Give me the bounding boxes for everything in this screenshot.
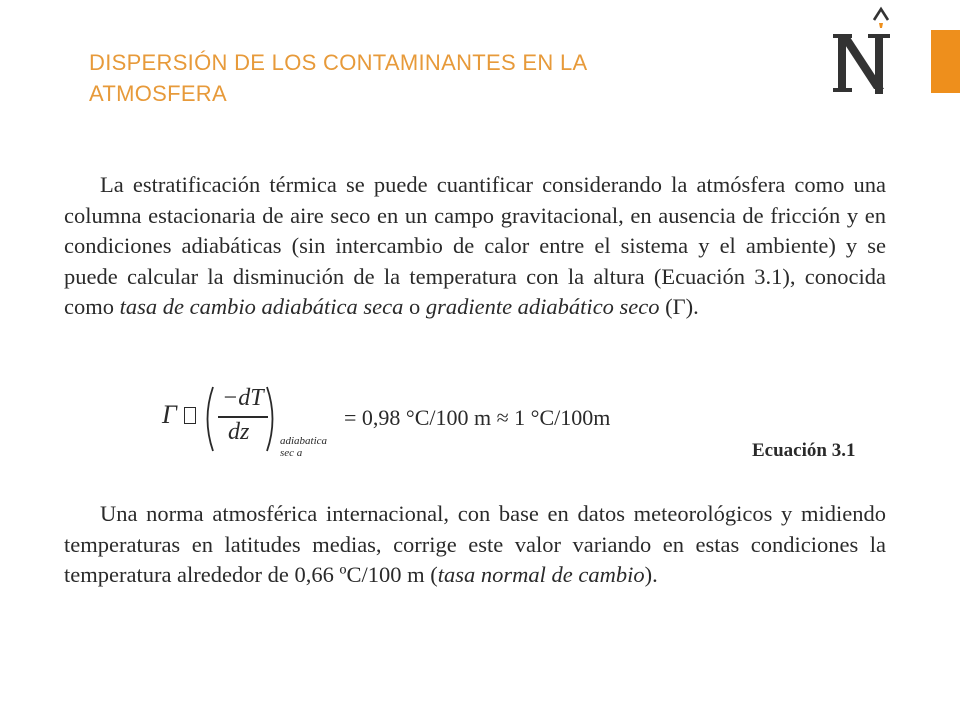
equation-label: Ecuación 3.1: [752, 440, 856, 461]
equation-gamma: Γ: [162, 400, 177, 429]
fraction-line: [218, 416, 268, 418]
equation-missing-symbol-box: [184, 407, 196, 424]
paragraph2-text-2: ).: [644, 562, 658, 588]
equation-rhs: = 0,98 °C/100 m ≈ 1 °C/100m: [344, 405, 611, 430]
paragraph-stratification: [64, 170, 886, 323]
equation-subscript-1: adiabatica: [280, 435, 328, 447]
paragraph2-text-1: Una norma atmosférica internacional, con base en datos meteorológicos y midiendo temperaturas en latitudes medias, corrige este valor variando en estas condiciones la temperatura alrededor de 0,66 ºC/100 m (: [64, 501, 886, 588]
left-paren-icon: [200, 385, 216, 453]
right-paren-icon: [264, 385, 280, 453]
slide-title: DISPERSIÓN DE LOS CONTAMINANTES EN LA ATMOSFERA: [89, 50, 587, 106]
equation-subscript-2: sec a: [280, 447, 303, 459]
paragraph1-text-1: La estratificación térmica se puede cuantificar considerando la atmósfera como una columna estacionaria de aire seco en un campo gravitacional, en ausencia de fricción y en condiciones adiabáticas (sin intercambio de calor entre el sistema y el ambiente) y se puede calcular la disminución de la temperatura con la altura (Ecuación 3.1), conocida como: [64, 172, 886, 320]
equation-denominator: dz: [228, 419, 250, 445]
paragraph-norm: [64, 499, 886, 591]
paragraph1-text-3: (Γ).: [659, 294, 699, 320]
equation-numerator: −dT: [222, 385, 264, 411]
paragraph2-term-1: tasa normal de cambio: [437, 562, 645, 588]
paragraph1-text-2: o: [403, 294, 426, 320]
accent-bar: [931, 30, 960, 93]
equation-3-1: [160, 383, 760, 463]
n-logo-icon: [830, 4, 894, 96]
paragraph1-term-1: tasa de cambio adiabática seca: [119, 294, 404, 320]
paragraph1-term-2: gradiente adiabático seco: [425, 294, 660, 320]
